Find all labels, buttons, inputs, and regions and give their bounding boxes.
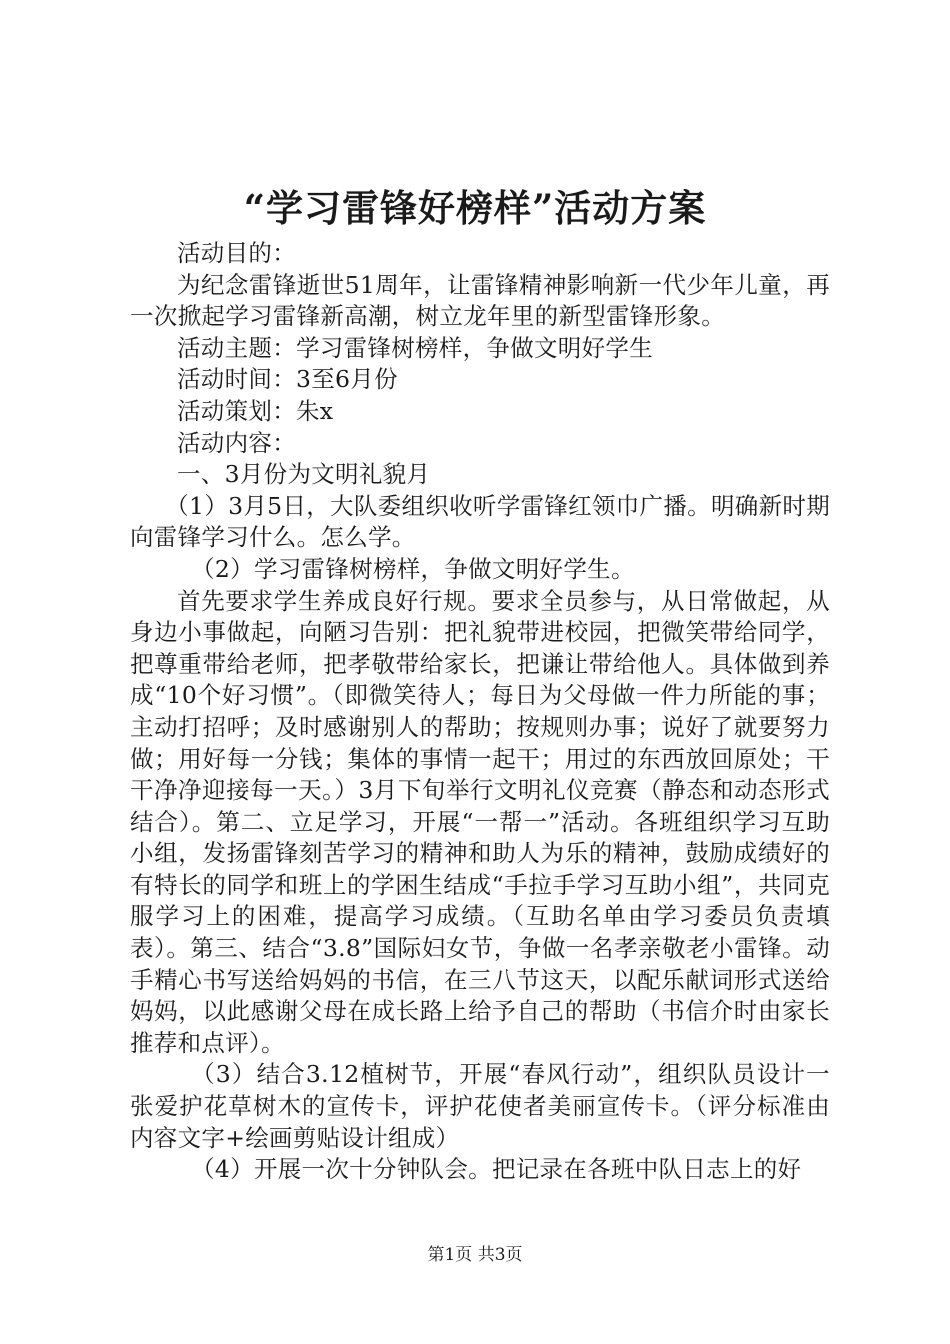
list-item-1: （1）3月5日，大队委组织收听学雷锋红领巾广播。明确新时期向雷锋学习什么。怎么学。 (130, 491, 830, 552)
paragraph-purpose: 为纪念雷锋逝世51周年，让雷锋精神影响新一代少年儿童，再一次掀起学习雷锋新高潮，树立龙年里的新型雷锋形象。 (130, 270, 830, 331)
paragraph-content-heading: 活动内容： (177, 428, 296, 457)
page-footer: 第1页 共3页 (427, 1245, 523, 1265)
list-item-4: （4）开展一次十分钟队会。把记录在各班中队日志上的好 (191, 1155, 802, 1184)
section-heading-march: 一、3月份为文明礼貌月 (177, 460, 431, 489)
paragraph-planner: 活动策划：朱x (177, 396, 334, 425)
paragraph-theme: 活动主题：学习雷锋树榜样，争做文明好学生 (177, 333, 653, 362)
list-item-3: （3）结合3.12植树节，开展“春风行动”，组织队员设计一张爱护花草树木的宣传卡，评护花使者美丽宣传卡。（评分标准由内容文字+绘画剪贴设计组成） (130, 1060, 830, 1152)
list-item-2: （2）学习雷锋树榜样，争做文明好学生。 (191, 554, 635, 583)
page-title: “学习雷锋好榜样”活动方案 (243, 186, 707, 230)
paragraph-purpose-heading: 活动目的： (177, 239, 296, 267)
paragraph-details: 首先要求学生养成良好行规。要求全员参与，从日常做起，从身边小事做起，向陋习告别：把礼貌带进校园，把微笑带给同学，把尊重带给老师，把孝敬带给家长，把谦让带给他人。具体做到养成“10个好习惯”。（即微笑待人；每日为父母做一件力所能的事；主动打招呼；及时感谢别人的帮助；按规则办事；说好了就要努力做；用好每一分钱；集体的事情一起干；用过的东西放回原处；干干净净迎接每一天。）3月下旬举行文明礼仪竞赛（静态和动态形式结合）。第二、立足学习，开展“一帮一”活动。各班组织学习互助小组，发扬雷锋刻苦学习的精神和助人为乐的精神，鼓励成绩好的有特长的同学和班上的学困生结成“手拉手学习互助小组”，共同克服学习上的困难，提高学习成绩。（互助名单由学习委员负责填表）。第三、结合“3.8”国际妇女节，争做一名孝亲敬老小雷锋。动手精心书写送给妈妈的书信，在三八节这天，以配乐献词形式送给妈妈，以此感谢父母在成长路上给予自己的帮助（书信介时由家长推荐和点评）。 (130, 586, 830, 1057)
paragraph-time: 活动时间：3至6月份 (177, 365, 398, 394)
document-body (130, 238, 830, 1186)
